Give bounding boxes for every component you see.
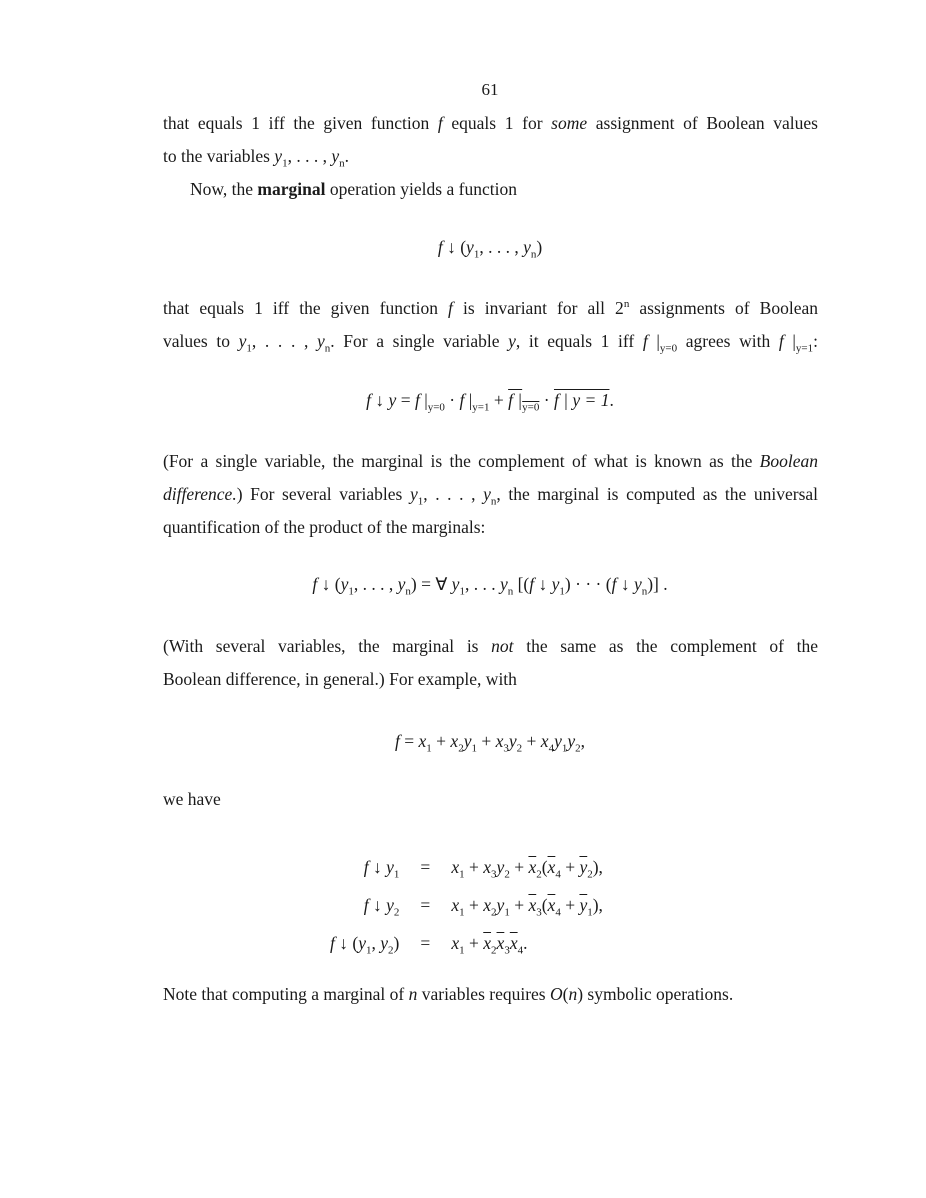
text-run: f (414, 390, 420, 410)
text-line (163, 298, 818, 319)
text-run: Note that computing a marginal of (163, 984, 409, 1004)
text-run: f (366, 390, 372, 410)
text-run: y (238, 331, 247, 351)
subscript: 1 (365, 944, 372, 956)
aligned-rel: = (420, 932, 431, 953)
subscript: n (339, 157, 345, 170)
text-run: that equals 1 iff the given function (163, 113, 438, 133)
superscript: n (623, 298, 630, 311)
subscript: 2 (388, 944, 394, 956)
text-run: equals 1 for (442, 113, 552, 133)
text-run: f | y = 1 (553, 390, 610, 410)
text-run: )] . (647, 574, 668, 594)
subscript: 2 (587, 868, 593, 880)
text-run: + (560, 856, 580, 877)
subscript: n (490, 495, 497, 508)
text-run: y (451, 574, 460, 594)
text-run: y (523, 237, 531, 257)
text-run: values to (163, 331, 239, 351)
text-run: + (509, 856, 529, 877)
subscript: 2 (575, 742, 581, 755)
equation-marginal-def (0, 237, 926, 261)
subscript: 1 (459, 585, 465, 598)
text-run: y (386, 856, 394, 877)
text-run: ↓ (368, 856, 387, 877)
aligned-rel: = (420, 856, 431, 877)
text-run: , . . . , (251, 331, 317, 351)
subscript: 3 (491, 868, 497, 880)
text-run: x (483, 856, 492, 877)
text-run: assignment of Boolean values (587, 113, 818, 133)
aligned-lhs (330, 848, 399, 886)
text-run: x (418, 731, 427, 751)
text-run: + (522, 731, 541, 751)
text-run: the same as the complement of the (513, 636, 818, 656)
text-run: | (647, 331, 660, 351)
text-run: + (489, 390, 509, 410)
subscript: 2 (536, 868, 542, 880)
subscript: 1 (459, 868, 465, 880)
text-run: $\overline{x}$ (483, 932, 492, 953)
aligned-rhs (451, 848, 603, 886)
text-run: x (451, 894, 460, 915)
subscript: 3 (536, 906, 542, 918)
text-run: f (330, 932, 335, 953)
text-line (163, 484, 819, 508)
text-run: we have (163, 789, 221, 809)
text-run: , (580, 731, 585, 751)
subscript: 1 (459, 906, 465, 918)
text-run: y (508, 731, 517, 751)
text-run: , (371, 932, 381, 953)
text-run: Boolean difference, in general.) For example, with (163, 669, 517, 689)
text-run: + (431, 731, 451, 751)
text-run: y (358, 932, 366, 953)
text-run: not (491, 636, 514, 656)
text-run: . For a single variable (330, 331, 509, 351)
text-run: $\overline{x}$ (528, 894, 537, 915)
text-run: f (778, 331, 784, 351)
text-run: y (409, 484, 418, 504)
text-run: + (464, 856, 484, 877)
subscript: 2 (504, 868, 510, 880)
subscript: 3 (504, 944, 510, 956)
subscript: 1 (471, 742, 477, 755)
text-run: | (419, 390, 428, 410)
text-run: y (496, 856, 505, 877)
text-run: ( (541, 856, 548, 877)
text-run: difference. (163, 484, 237, 504)
text-run: x (483, 894, 492, 915)
subscript: n (641, 585, 648, 598)
text-run: y (567, 731, 576, 751)
text-run: x (450, 731, 459, 751)
aligned-rhs (451, 886, 603, 924)
subscript: n (530, 248, 537, 261)
subscript: 2 (516, 742, 523, 755)
text-run: ↓ (534, 574, 552, 594)
text-run: + (464, 894, 484, 915)
text-run: + (560, 894, 580, 915)
text-line (190, 179, 845, 200)
subscript: 1 (559, 585, 565, 598)
subscript: y=1 (795, 342, 814, 355)
text-run: $\overline{x}$ (509, 932, 518, 953)
text-run: y (317, 331, 325, 351)
subscript: 4 (517, 944, 524, 956)
subscript: 1 (348, 585, 354, 598)
text-run: f (459, 390, 465, 410)
subscript: 1 (561, 742, 568, 755)
text-run: , it equals 1 iff (515, 331, 643, 351)
text-run: $\overline{y}$ (579, 856, 588, 877)
text-run: [( (513, 574, 530, 594)
subscript: 1 (504, 906, 510, 918)
subscript: 1 (587, 906, 593, 918)
subscript: 1 (417, 495, 424, 508)
text-run: + (509, 894, 529, 915)
subscript: 4 (555, 868, 561, 880)
text-run: y (466, 237, 474, 257)
subscript: 3 (503, 742, 509, 755)
aligned-row (330, 886, 603, 924)
aligned-row (330, 848, 603, 886)
text-run: ), (592, 856, 603, 877)
subscript: n (324, 342, 331, 355)
text-run: ) (393, 932, 400, 953)
text-run: operation yields a function (325, 179, 517, 199)
text-run: f (395, 731, 400, 751)
subscript: 1 (459, 944, 465, 956)
subscript: 1 (393, 868, 400, 880)
text-run: agrees with (677, 331, 779, 351)
text-run: f (363, 856, 369, 877)
aligned-equations (330, 848, 603, 962)
text-run: ( (562, 984, 569, 1004)
text-run: , . . . , (423, 484, 484, 504)
text-run: x (451, 856, 460, 877)
text-run: f (448, 298, 453, 318)
text-run: f (611, 574, 617, 594)
subscript: 2 (491, 944, 497, 956)
aligned-row (330, 924, 603, 962)
text-run: y (633, 574, 642, 594)
text-run: to the variables (163, 146, 275, 166)
text-run: | (783, 331, 796, 351)
text-run: y (274, 146, 283, 166)
subscript: n (405, 585, 411, 598)
text-run: , . . . (464, 574, 500, 594)
text-run: ↓ (371, 390, 389, 410)
text-run: $\overline{x}$ (547, 894, 556, 915)
text-line (163, 517, 818, 538)
text-run: y (340, 574, 349, 594)
page-number: 61 (481, 80, 499, 99)
equation-several-variables (0, 574, 926, 598)
text-run: y (496, 894, 505, 915)
text-run: ↓ (368, 894, 387, 915)
text-run: marginal (257, 179, 326, 199)
subscript: y=0 (427, 401, 445, 414)
text-run: $\overline{x}$ (547, 856, 556, 877)
text-run: ) For several variables (236, 484, 410, 504)
subscript: 2 (393, 906, 400, 918)
text-run: · (539, 390, 554, 410)
text-run: y (331, 146, 340, 166)
text-run: assignments of Boolean (629, 298, 818, 318)
text-run: ) (536, 237, 543, 257)
text-run: ) = ∀ (410, 574, 452, 594)
text-run: (For a single variable, the marginal is the complement of what is known as the (163, 451, 760, 471)
text-run: Now, the (190, 179, 258, 199)
text-line (163, 331, 819, 355)
text-run: f | (508, 390, 523, 410)
text-run: quantification of the product of the marginals: (163, 517, 486, 537)
text-line (163, 669, 818, 690)
text-line (163, 146, 818, 170)
aligned-lhs (330, 886, 399, 924)
text-run: y=0 (522, 401, 540, 414)
subscript: 2 (491, 906, 497, 918)
text-run: $\overline{x}$ (528, 856, 537, 877)
text-run: . (523, 932, 528, 953)
text-run: , . . . , (479, 237, 524, 257)
aligned-lhs (330, 924, 399, 962)
equation-example-f (0, 731, 926, 755)
text-run: , . . . , (353, 574, 398, 594)
subscript: y=0 (659, 342, 678, 355)
text-run: y (397, 574, 406, 594)
aligned-rhs (451, 924, 603, 962)
text-run: y (386, 894, 394, 915)
text-run: . (609, 390, 614, 410)
text-run: Boolean (759, 451, 818, 471)
text-run: that equals 1 iff the given function (163, 298, 449, 318)
text-run: y (551, 574, 560, 594)
text-run: $\overline{y}$ (579, 894, 588, 915)
text-run: , . . . , (287, 146, 332, 166)
text-run: . (344, 146, 349, 166)
text-run: f (312, 574, 318, 594)
text-run: : (813, 331, 819, 351)
text-run: x (540, 731, 549, 751)
text-run: ( (541, 894, 548, 915)
text-run: y (483, 484, 491, 504)
text-run: + (464, 932, 484, 953)
text-run: ↓ ( (334, 932, 359, 953)
text-run: ), (592, 894, 603, 915)
text-run: is invariant for all 2 (452, 298, 624, 318)
text-run: y (554, 731, 562, 751)
subscript: 1 (246, 342, 252, 355)
text-run: y (388, 390, 397, 410)
text-run: ↓ (616, 574, 634, 594)
text-run: ↓ ( (442, 237, 467, 257)
text-run: y (380, 932, 389, 953)
text-run: x (451, 932, 460, 953)
subscript: 1 (426, 742, 432, 755)
subscript: 4 (548, 742, 555, 755)
text-run: n (568, 984, 578, 1004)
text-run: = (399, 731, 419, 751)
text-run: y (508, 331, 516, 351)
text-run: ) symbolic operations. (577, 984, 734, 1004)
text-run: = (396, 390, 415, 410)
text-run: x (495, 731, 504, 751)
text-run: f (642, 331, 648, 351)
text-run: variables requires (417, 984, 550, 1004)
text-run: f (437, 237, 443, 257)
subscript: 2 (458, 742, 464, 755)
text-run: f (529, 574, 535, 594)
text-line (163, 451, 818, 472)
text-run: y (463, 731, 472, 751)
text-run: some (551, 113, 588, 133)
text-line (163, 113, 818, 134)
text-run: (With several variables, the marginal is (163, 636, 492, 656)
subscript: 1 (282, 157, 288, 170)
text-run: y (499, 574, 508, 594)
text-line (163, 984, 818, 1005)
text-line (163, 789, 818, 810)
text-run: ) · · · ( (564, 574, 612, 594)
subscript: 1 (473, 248, 480, 261)
text-run: n (408, 984, 418, 1004)
text-run: ↓ ( (317, 574, 341, 594)
text-run: | (464, 390, 473, 410)
subscript: y=1 (472, 401, 490, 414)
text-run: $\overline{x}$ (496, 932, 505, 953)
text-run: · (444, 390, 460, 410)
text-run: , the marginal is computed as the universal (496, 484, 819, 504)
aligned-rel: = (420, 894, 431, 915)
text-run: O (550, 984, 563, 1004)
text-line (163, 636, 818, 657)
equation-single-variable (0, 390, 926, 414)
text-run: + (476, 731, 496, 751)
text-run: f (437, 113, 443, 133)
subscript: n (507, 585, 514, 598)
text-run: f (363, 894, 369, 915)
subscript: 4 (555, 906, 561, 918)
